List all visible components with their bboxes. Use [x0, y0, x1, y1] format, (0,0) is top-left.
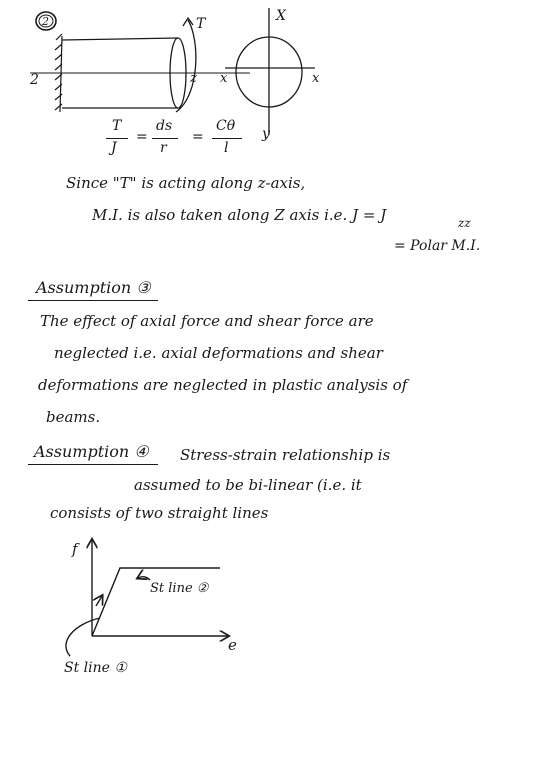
note-line-2: M.I. is also taken along Z axis i.e. J = J [92, 206, 387, 224]
x-left-label: x [220, 71, 228, 86]
assumption-3-line-3: deformations are neglected in plastic analysis of [38, 376, 408, 394]
graph-y-label: f [72, 540, 78, 558]
line2-pointer [138, 577, 150, 580]
assumption-3-line-1: The effect of axial force and shear force are [40, 312, 374, 330]
assumption-3-underline [28, 300, 158, 301]
y-axis-label-figure: y [262, 126, 270, 142]
formula-mid-den: r [160, 140, 167, 156]
assumption-4-heading: Assumption ④ [34, 442, 149, 461]
note-line-2-subscript: zz [458, 216, 471, 230]
torsion-formula [104, 118, 264, 168]
torsion-figure [0, 0, 546, 150]
torque-label: T [196, 16, 206, 32]
problem-number-circle [36, 12, 56, 30]
formula-mid-num: ds [156, 118, 173, 134]
formula-lhs-num: T [112, 118, 122, 134]
problem-number: 2 [42, 15, 49, 28]
equals-1: = [136, 129, 148, 145]
stress-strain-sketch [50, 532, 310, 682]
beam-end-label: 2 [30, 72, 39, 88]
beam [30, 38, 250, 108]
line-2-label: St line ② [150, 581, 209, 596]
line-1-label: St line ① [64, 660, 127, 676]
formula-lhs-den: J [111, 140, 117, 156]
assumption-4-line-3: consists of two straight lines [50, 504, 269, 522]
assumption-4-underline [28, 464, 158, 465]
x-top-label: X [276, 8, 286, 24]
cross-section [225, 8, 315, 135]
assumption-3-heading: Assumption ③ [36, 278, 151, 297]
graph-x-label: e [228, 636, 237, 654]
assumption-3-line-4: beams. [46, 408, 101, 426]
note-line-1: Since "T" is acting along z-axis, [66, 174, 306, 192]
z-axis-label: z [190, 71, 197, 86]
bilinear-curve [92, 568, 220, 636]
assumption-3-line-2: neglected i.e. axial deformations and shear [54, 344, 383, 362]
formula-rhs-den: l [224, 140, 229, 156]
assumption-4-line-1: Stress-strain relationship is [180, 446, 391, 464]
line1-pointer [66, 618, 100, 656]
assumption-4-line-2: assumed to be bi-linear (i.e. it [134, 476, 362, 494]
equals-2: = [192, 129, 204, 145]
x-right-label: x [312, 71, 320, 86]
formula-rhs-num: Cθ [216, 118, 236, 134]
note-line-3: = Polar M.I. [394, 238, 481, 254]
